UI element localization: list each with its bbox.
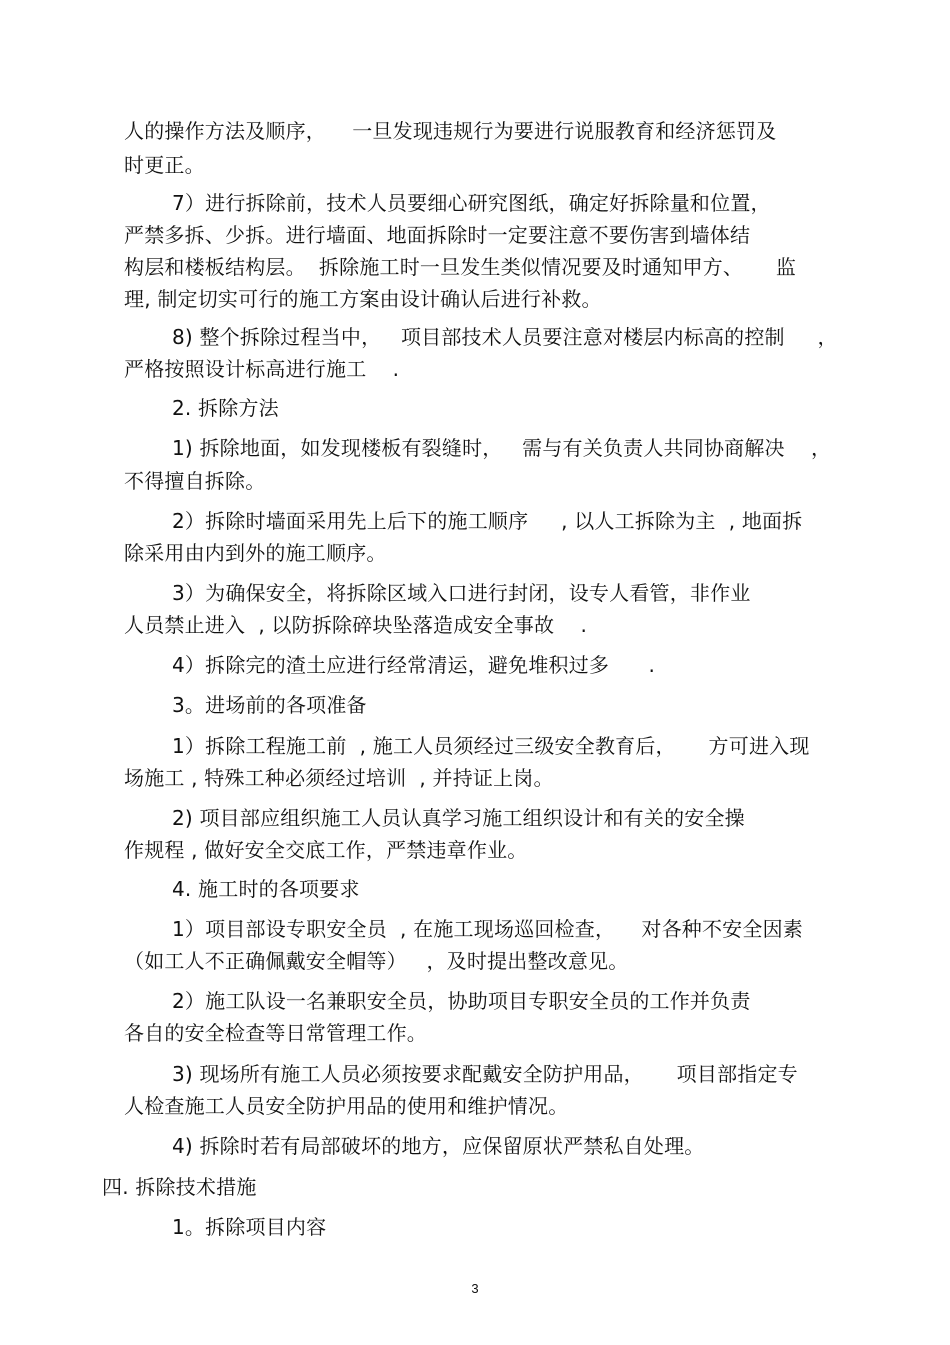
- text-line: 3）为确保安全，将拆除区域入口进行封闭，设专人看管，非作业: [172, 581, 751, 605]
- text-line: 各自的安全检查等日常管理工作。: [124, 1021, 427, 1045]
- text-line: 场施工 , 特殊工种必须经过培训 , 并持证上岗。: [124, 766, 554, 790]
- text-line: 人检查施工人员安全防护用品的使用和维护情况。: [124, 1094, 569, 1118]
- text-line: 理, 制定切实可行的施工方案由设计确认后进行补救。: [124, 287, 602, 311]
- chapter-heading: 四. 拆除技术措施: [102, 1175, 257, 1199]
- text-line: 时更正。: [124, 153, 205, 177]
- text-line: 4）拆除完的渣土应进行经常清运，避免堆积过多 .: [172, 653, 656, 677]
- text-line: 1）拆除工程施工前 , 施工人员须经过三级安全教育后， 方可进入现: [172, 734, 810, 758]
- section-heading: 2. 拆除方法: [172, 396, 279, 420]
- text-line: 2）拆除时墙面采用先上后下的施工顺序 , 以人工拆除为主 , 地面拆: [172, 509, 803, 533]
- text-line: 4) 拆除时若有局部破坏的地方，应保留原状严禁私自处理。: [172, 1134, 705, 1158]
- text-line: 不得擅自拆除。: [124, 469, 266, 493]
- text-line: 1) 拆除地面，如发现楼板有裂缝时， 需与有关负责人共同协商解决 ，: [172, 436, 832, 460]
- text-line: 除采用由内到外的施工顺序。: [124, 541, 387, 565]
- text-line: 严禁多拆、少拆。进行墙面、地面拆除时一定要注意不要伤害到墙体结: [124, 223, 751, 247]
- text-line: 严格按照设计标高进行施工 .: [124, 357, 400, 381]
- section-heading: 4. 施工时的各项要求: [172, 877, 360, 901]
- text-line: 8) 整个拆除过程当中， 项目部技术人员要注意对楼层内标高的控制 ，: [172, 325, 838, 349]
- text-line: 人的操作方法及顺序， 一旦发现违规行为要进行说服教育和经济惩罚及: [124, 119, 777, 143]
- section-heading: 3。进场前的各项准备: [172, 693, 367, 717]
- text-line: 2) 项目部应组织施工人员认真学习施工组织设计和有关的安全操: [172, 806, 745, 830]
- section-heading: 1。拆除项目内容: [172, 1215, 327, 1239]
- text-line: 2）施工队设一名兼职安全员，协助项目专职安全员的工作并负责: [172, 989, 751, 1013]
- text-line: （如工人不正确佩戴安全帽等） ，及时提出整改意见。: [124, 949, 629, 973]
- text-line: 1）项目部设专职安全员 , 在施工现场巡回检查， 对各种不安全因素: [172, 917, 803, 941]
- text-line: 作规程 , 做好安全交底工作，严禁违章作业。: [124, 838, 528, 862]
- text-line: 人员禁止进入 , 以防拆除碎块坠落造成安全事故 .: [124, 613, 588, 637]
- page-number: 3: [471, 1281, 479, 1296]
- text-line: 7）进行拆除前，技术人员要细心研究图纸，确定好拆除量和位置，: [172, 191, 771, 215]
- text-line: 3) 现场所有施工人员必须按要求配戴安全防护用品， 项目部指定专: [172, 1062, 798, 1086]
- text-line: 构层和楼板结构层。 拆除施工时一旦发生类似情况要及时通知甲方、 监: [124, 255, 797, 279]
